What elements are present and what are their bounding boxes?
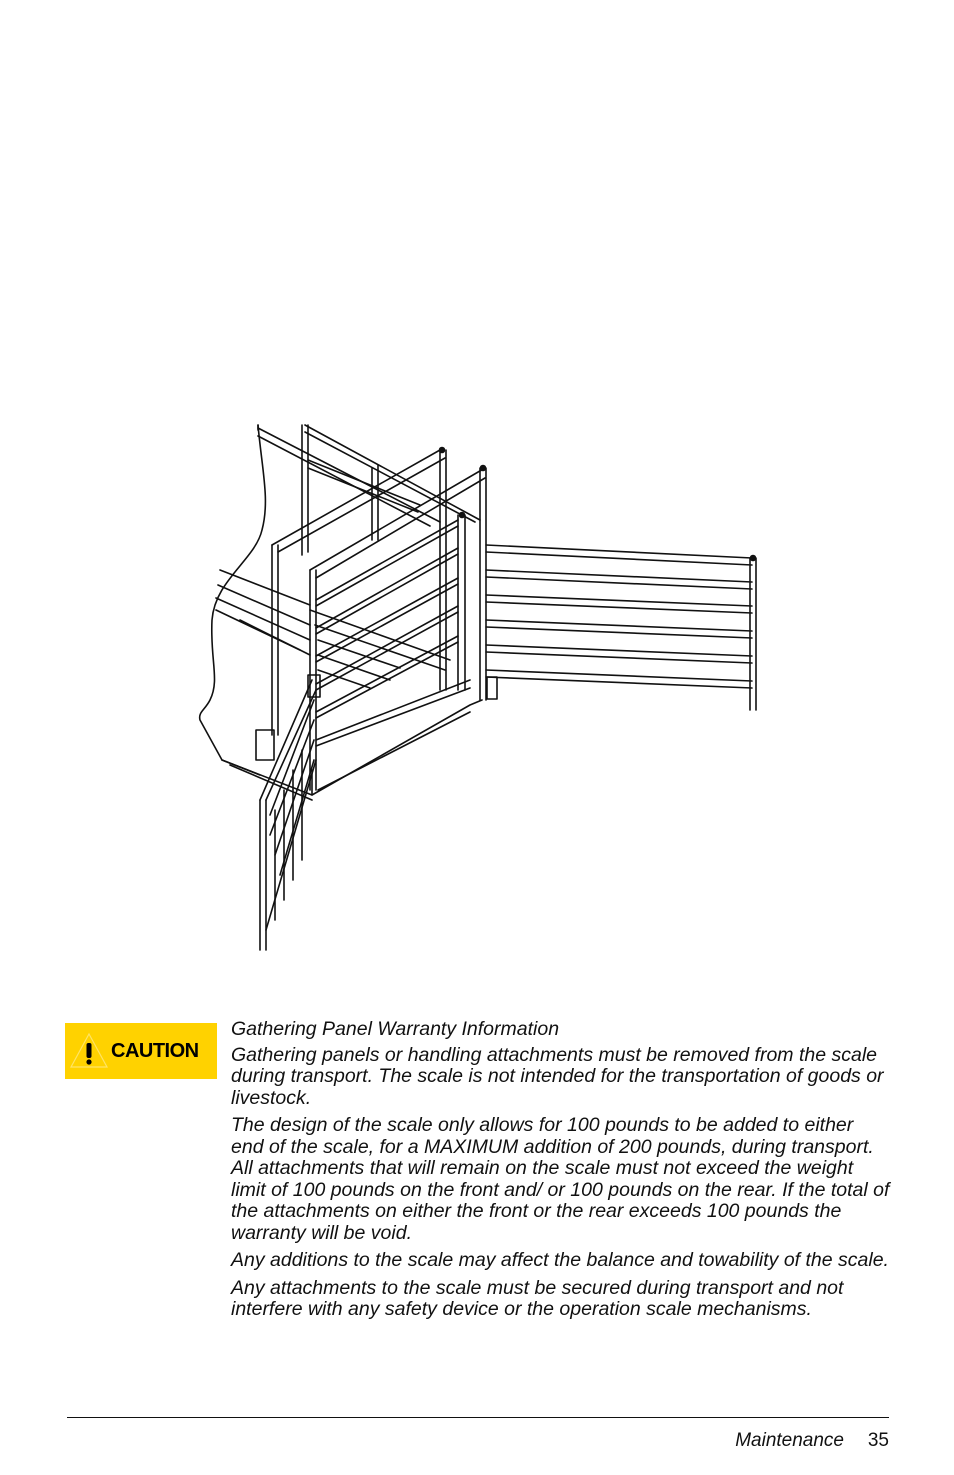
gathering-panel-illustration xyxy=(190,415,770,960)
footer-section-name: Maintenance xyxy=(735,1430,844,1451)
page-number: 35 xyxy=(867,1430,889,1451)
paragraph: Any additions to the scale may affect the balance and towability of the scale. xyxy=(231,1249,889,1271)
warranty-content xyxy=(231,1019,891,1327)
caution-badge xyxy=(65,1023,217,1079)
exclamation-triangle-icon xyxy=(69,1031,109,1071)
paragraph: The design of the scale only allows for 100 pounds to be added to either end of the scale, for a MAXIMUM addition of 200 pounds, during transport. All attachments that will remain on the scale must not exceed the weight limit of 100 pounds on the front and/ or 100 pounds on the rear. If the total of the attachments on either the front or the rear exceeds 100 pounds the warranty will be void. xyxy=(231,1114,890,1244)
paragraph: Gathering panels or handling attachments must be removed from the scale during transport. The scale is not intended for the transportation of goods or livestock. xyxy=(231,1043,884,1109)
caution-label: CAUTION xyxy=(111,1039,199,1062)
paragraph: Any attachments to the scale must be secured during transport and not interfere with any safety device or the operation scale mechanisms. xyxy=(231,1276,844,1320)
section-title: Gathering Panel Warranty Information xyxy=(231,1018,560,1040)
footer-divider xyxy=(67,1417,889,1418)
